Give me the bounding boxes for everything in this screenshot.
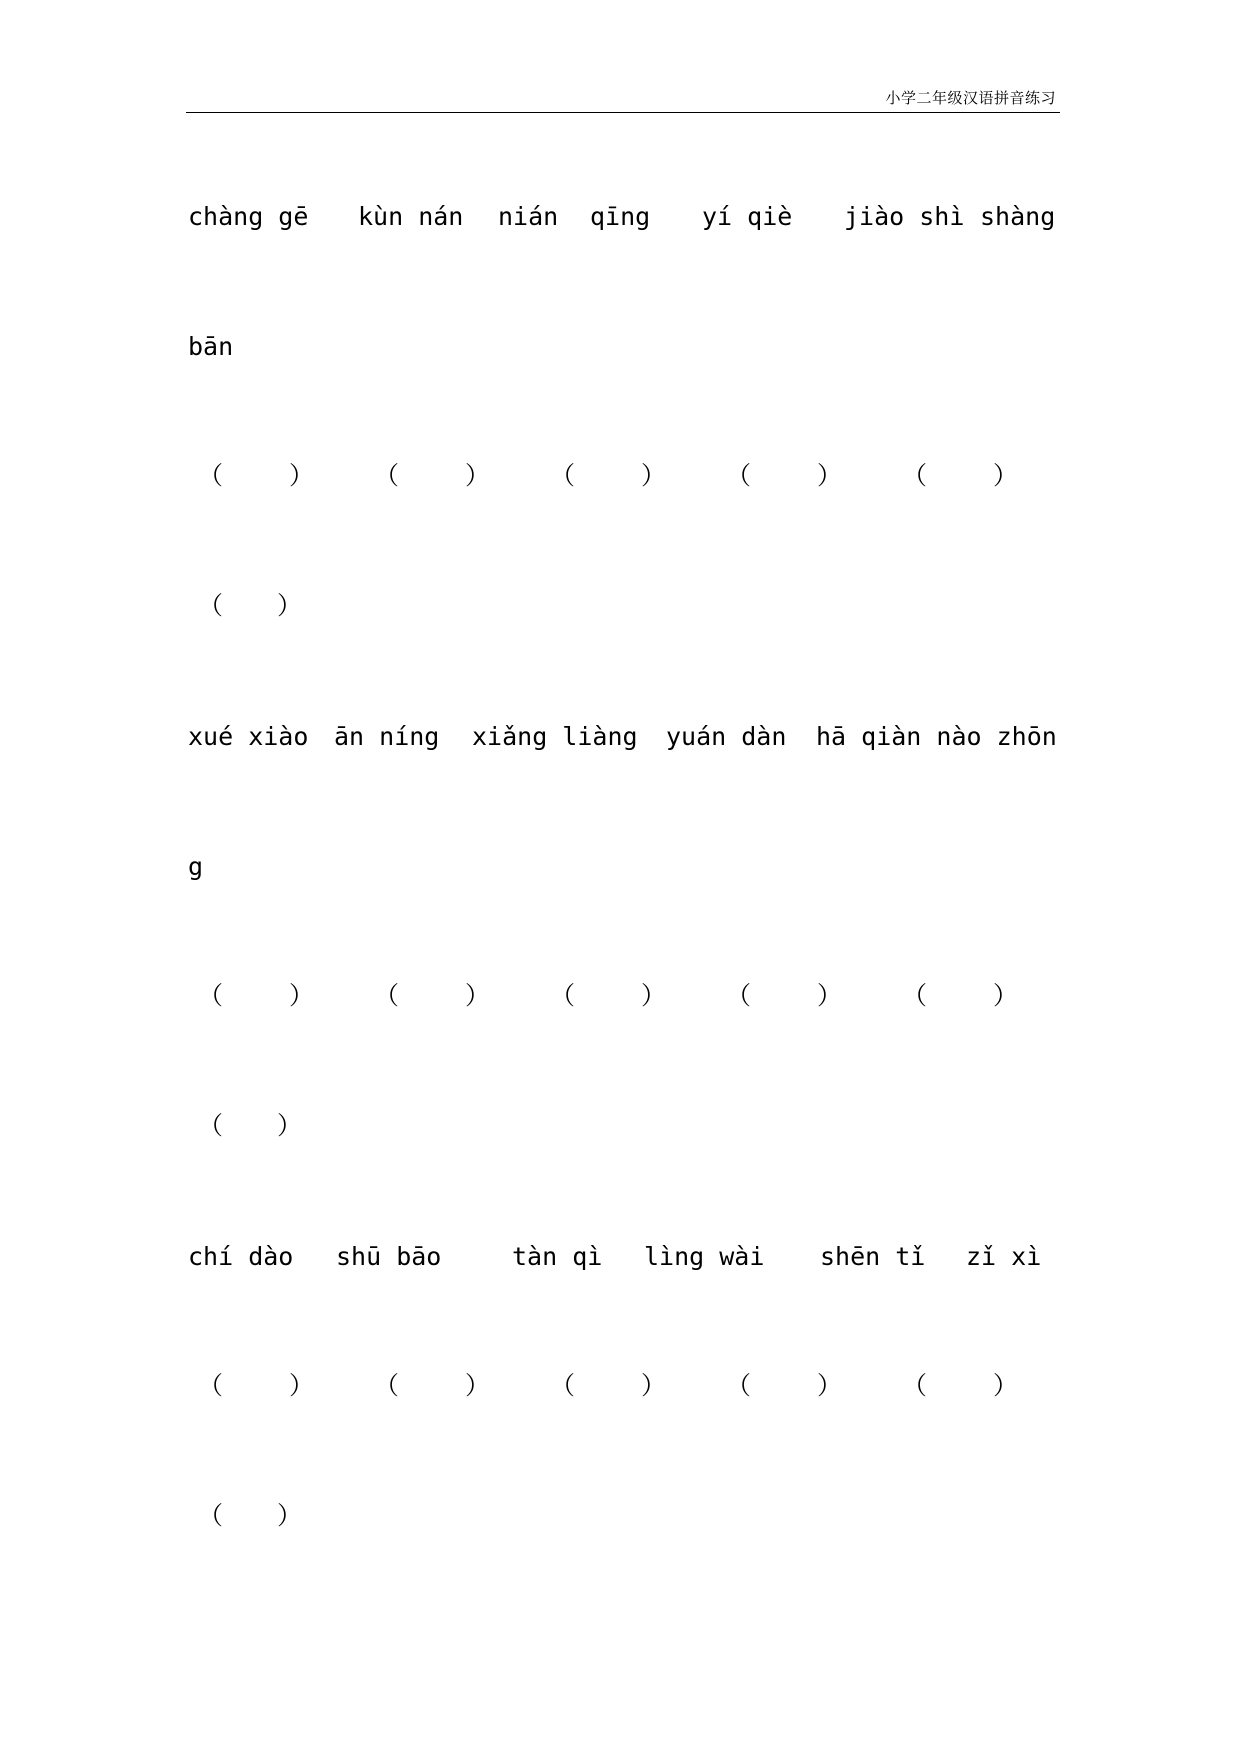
pinyin-line-wrap	[186, 327, 1066, 367]
answer-blank[interactable]: （ ）	[198, 591, 302, 620]
answer-blanks-row	[186, 456, 1066, 496]
pinyin-word: yuán dàn	[666, 722, 787, 751]
pinyin-word: shàng	[980, 202, 1056, 231]
pinyin-word: lìng wài	[644, 1242, 765, 1271]
pinyin-word: nián	[498, 202, 559, 231]
pinyin-word: yí qiè	[702, 202, 793, 231]
pinyin-word: g	[188, 852, 204, 881]
page-header	[186, 84, 1060, 113]
answer-blank[interactable]: （ ）	[726, 461, 842, 490]
answer-blank[interactable]: （ ）	[198, 1371, 314, 1400]
pinyin-word: hā qiàn nào zhōn	[816, 722, 1057, 751]
answer-blank[interactable]: （ ）	[198, 461, 314, 490]
pinyin-line	[186, 717, 1066, 757]
pinyin-word: shēn tǐ	[820, 1242, 926, 1271]
answer-blanks-row	[186, 976, 1066, 1016]
pinyin-word: kùn nán	[358, 202, 464, 231]
answer-blank[interactable]: （ ）	[550, 981, 666, 1010]
answer-blank[interactable]: （ ）	[374, 1371, 490, 1400]
answer-blank[interactable]: （ ）	[374, 461, 490, 490]
pinyin-line	[186, 1237, 1066, 1277]
answer-blank[interactable]: （ ）	[198, 981, 314, 1010]
answer-blank[interactable]: （ ）	[726, 1371, 842, 1400]
header-title: 小学二年级汉语拼音练习	[885, 89, 1056, 107]
pinyin-line	[186, 197, 1066, 237]
answer-blank[interactable]: （ ）	[374, 981, 490, 1010]
answer-blank[interactable]: （ ）	[902, 981, 1018, 1010]
answer-blank[interactable]: （ ）	[726, 981, 842, 1010]
answer-blank[interactable]: （ ）	[198, 1111, 302, 1140]
answer-blanks-row	[186, 586, 1066, 626]
answer-blank[interactable]: （ ）	[550, 461, 666, 490]
pinyin-word: xué xiào	[188, 722, 309, 751]
pinyin-word: zǐ xì	[966, 1242, 1042, 1271]
pinyin-word: xiǎng liàng	[472, 722, 638, 751]
pinyin-word: qīng	[590, 202, 651, 231]
answer-blank[interactable]: （ ）	[902, 461, 1018, 490]
pinyin-word: jiào shì	[844, 202, 965, 231]
pinyin-word: chàng gē	[188, 202, 309, 231]
answer-blank[interactable]: （ ）	[198, 1501, 302, 1530]
answer-blanks-row	[186, 1366, 1066, 1406]
pinyin-word: chí dào	[188, 1242, 294, 1271]
answer-blanks-row	[186, 1106, 1066, 1146]
answer-blank[interactable]: （ ）	[550, 1371, 666, 1400]
pinyin-word: tàn qì	[512, 1242, 603, 1271]
pinyin-word: shū bāo	[336, 1242, 442, 1271]
answer-blanks-row	[186, 1496, 1066, 1536]
pinyin-word: bān	[188, 332, 234, 361]
answer-blank[interactable]: （ ）	[902, 1371, 1018, 1400]
pinyin-word: ān níng	[334, 722, 440, 751]
pinyin-line-wrap	[186, 847, 1066, 887]
